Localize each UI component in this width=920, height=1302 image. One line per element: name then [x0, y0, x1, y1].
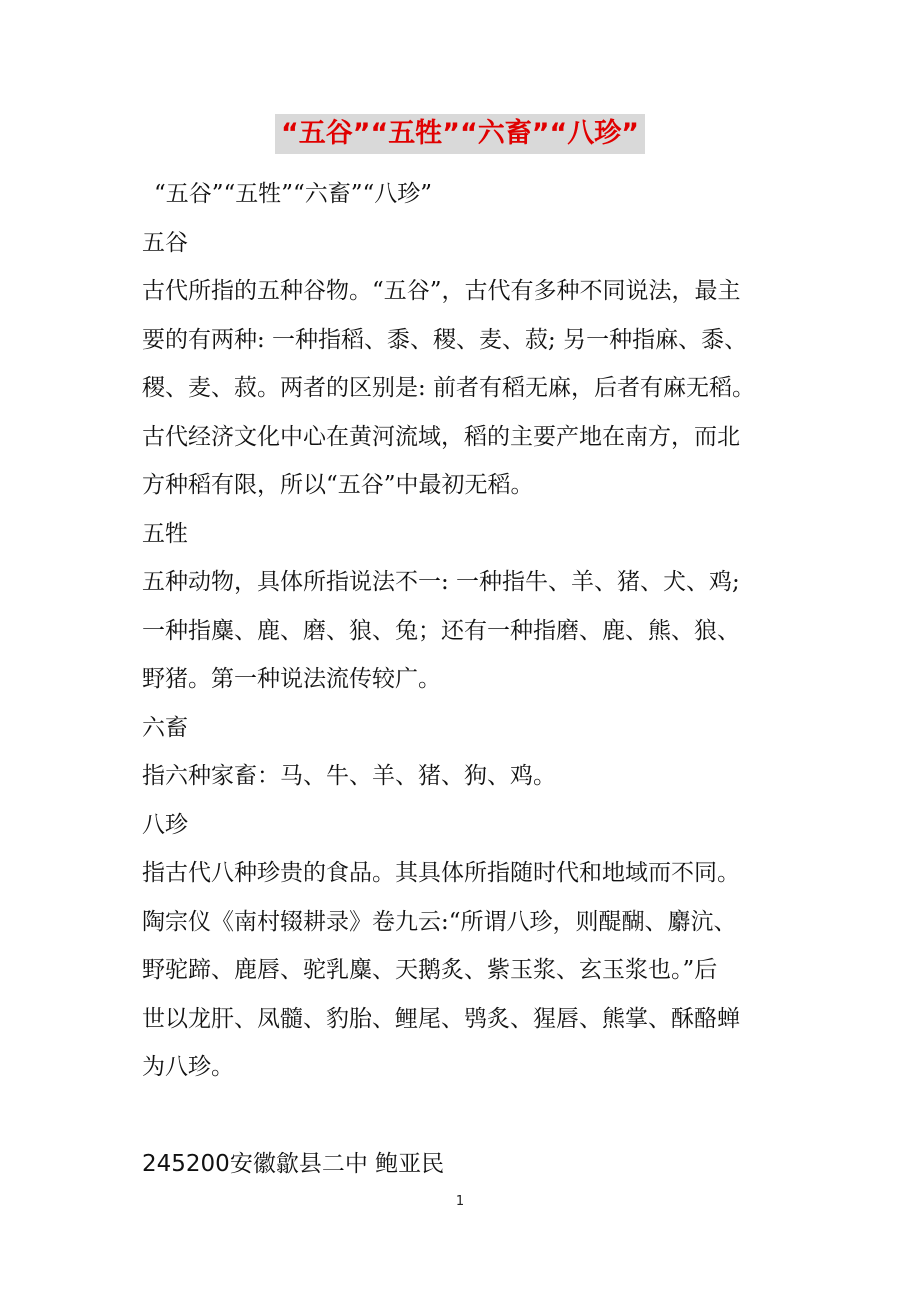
paragraph-line: 陶宗仪《南村辍耕录》卷九云:“所谓八珍，则醍醐、麝沆、	[142, 908, 737, 935]
title-wrapper	[0, 114, 920, 154]
paragraph-line: 指六种家畜：马、牛、羊、猪、狗、鸡。	[142, 763, 556, 789]
section-heading-bazhen: 八珍	[142, 811, 188, 838]
paragraph-line: 为八珍。	[142, 1054, 234, 1080]
page-number: 1	[455, 1194, 465, 1209]
paragraph-line: 稷、麦、菽。两者的区别是: 前者有稻无麻，后者有麻无稻。	[142, 375, 756, 401]
subtitle-line: “五谷”“五牲”“六畜”“八珍”	[154, 181, 433, 207]
paragraph-line: 五种动物，具体所指说法不一: 一种指牛、羊、猪、犬、鸡;	[142, 569, 740, 595]
document-body	[142, 170, 802, 1092]
paragraph-line: 野驼蹄、鹿唇、驼乳麋、天鹅炙、紫玉浆、玄玉浆也。”后	[142, 957, 718, 983]
paragraph-line: 野猪。第一种说法流传较广。	[142, 666, 441, 692]
paragraph-line: 要的有两种: 一种指稻、黍、稷、麦、菽; 另一种指麻、黍、	[142, 326, 748, 353]
section-heading-wusheng: 五牲	[142, 520, 188, 547]
postcode: 245200	[142, 1151, 230, 1177]
document-title: “五谷”“五牲”“六畜”“八珍”	[275, 114, 645, 154]
section-heading-wugu: 五谷	[142, 229, 188, 256]
author-affiliation: 安徽歙县二中 鲍亚民	[229, 1151, 445, 1177]
paragraph-line: 一种指麋、鹿、磨、狼、兔；还有一种指磨、鹿、熊、狼、	[142, 617, 740, 644]
paragraph-line: 古代所指的五种谷物。“五谷”，古代有多种不同说法，最主	[142, 278, 741, 304]
section-heading-liuchu: 六畜	[142, 714, 188, 741]
paragraph-line: 指古代八种珍贵的食品。其具体所指随时代和地域而不同。	[142, 860, 740, 886]
paragraph-line: 世以龙肝、凤髓、豹胎、鲤尾、鸮炙、猩唇、熊掌、酥酪蝉	[142, 1005, 740, 1032]
paragraph-line: 古代经济文化中心在黄河流域，稻的主要产地在南方，而北	[142, 423, 740, 450]
author-line	[142, 1144, 444, 1184]
paragraph-line: 方种稻有限，所以“五谷”中最初无稻。	[142, 472, 534, 498]
